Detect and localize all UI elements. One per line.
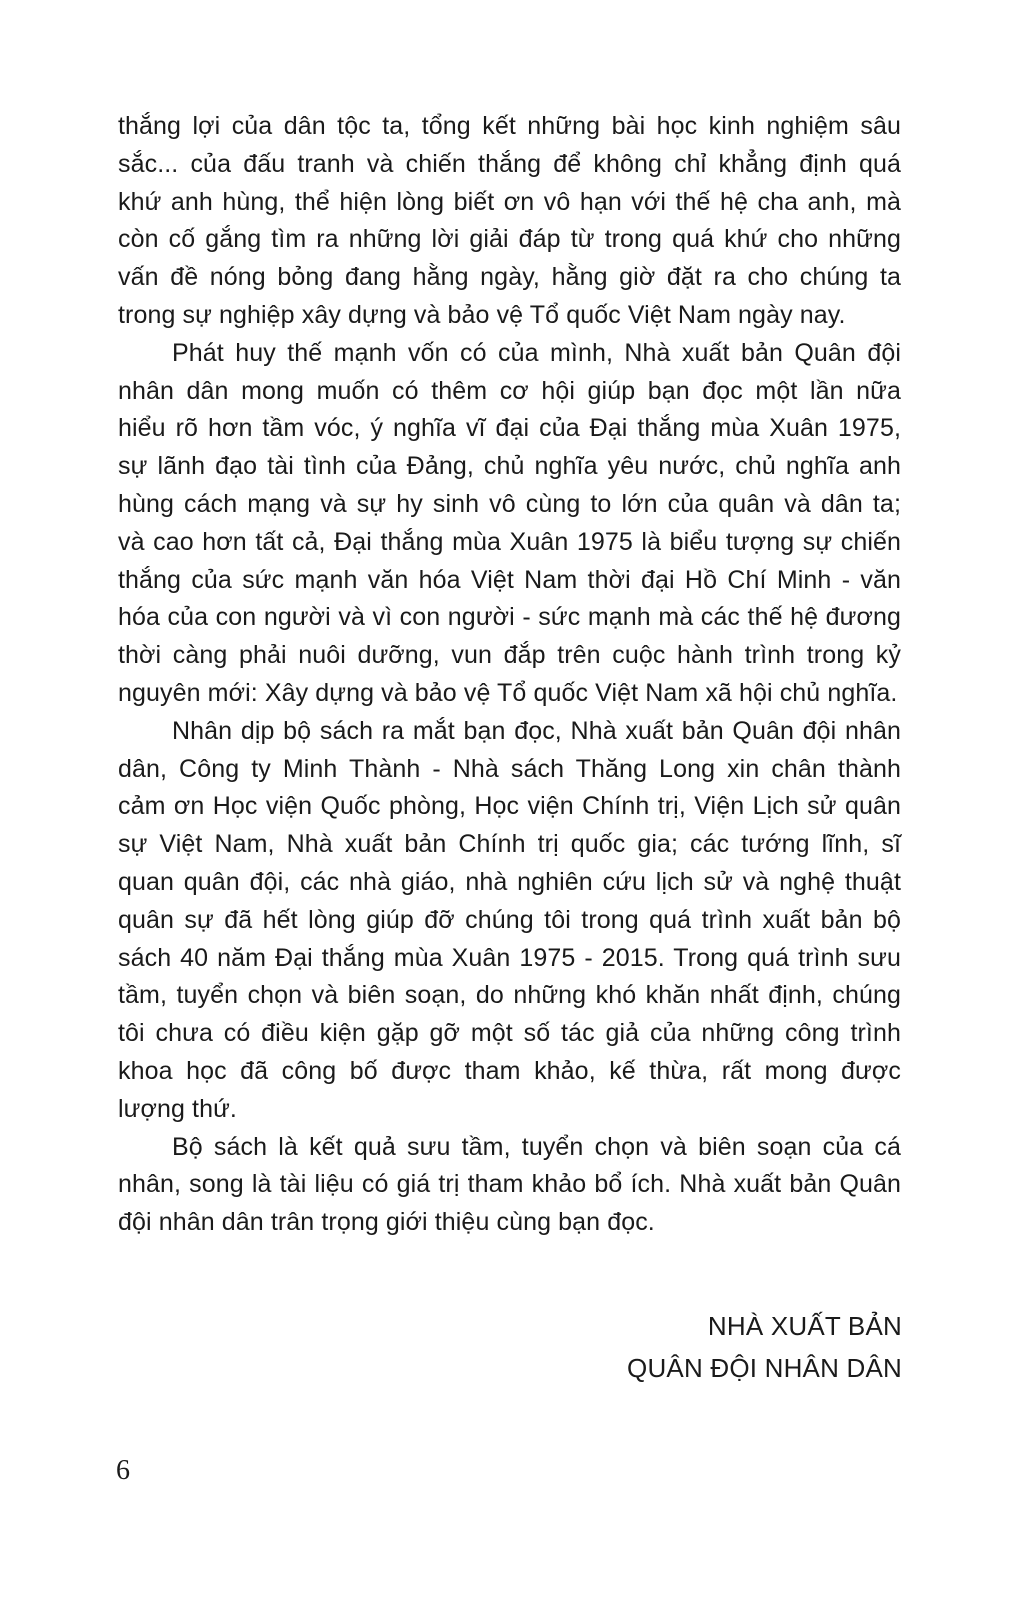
paragraph-1-line: trong sự nghiệp xây dựng và bảo vệ Tổ quốc Việt Nam ngày nay.	[118, 300, 846, 329]
paragraph-2	[118, 335, 901, 713]
signature-line-2: QUÂN ĐỘI NHÂN DÂN	[627, 1353, 902, 1383]
signature-line-1: NHÀ XUẤT BẢN	[707, 1311, 902, 1341]
paragraph-2-line: nhân dân mong muốn có thêm cơ hội giúp bạn đọc một lần nữa	[118, 376, 901, 405]
paragraph-3-line: cảm ơn Học viện Quốc phòng, Học viện Chính trị, Viện Lịch sử quân	[118, 792, 901, 821]
paragraph-1-line: thắng lợi của dân tộc ta, tổng kết những bài học kinh nghiệm sâu	[118, 112, 901, 140]
paragraph-2-line: và cao hơn tất cả, Đại thắng mùa Xuân 1975 là biểu tượng sự chiến	[118, 527, 901, 556]
paragraph-3-line: Nhân dịp bộ sách ra mắt bạn đọc, Nhà xuất bản Quân đội nhân	[172, 716, 901, 745]
body-text	[118, 108, 901, 1242]
paragraph-3-line: lượng thứ.	[118, 1094, 237, 1123]
paragraph-4-line: nhân, song là tài liệu có giá trị tham khảo bổ ích. Nhà xuất bản Quân	[118, 1170, 901, 1199]
paragraph-2-line: thắng của sức mạnh văn hóa Việt Nam thời đại Hồ Chí Minh - văn	[118, 565, 901, 594]
paragraph-3-line: khoa học đã công bố được tham khảo, kế thừa, rất mong được	[118, 1056, 901, 1085]
paragraph-3-line: sách 40 năm Đại thắng mùa Xuân 1975 - 2015. Trong quá trình sưu	[118, 943, 901, 972]
paragraph-3-line: tôi chưa có điều kiện gặp gỡ một số tác giả của những công trình	[118, 1019, 901, 1048]
paragraph-1	[118, 108, 901, 335]
paragraph-3-line: sự Việt Nam, Nhà xuất bản Chính trị quốc gia; các tướng lĩnh, sĩ	[118, 830, 901, 859]
paragraph-1-line: sắc... của đấu tranh và chiến thắng để không chỉ khẳng định quá	[118, 149, 901, 178]
paragraph-2-line: hóa của con người và vì con người - sức mạnh mà các thế hệ đương	[118, 603, 901, 632]
paragraph-1-line: còn cố gắng tìm ra những lời giải đáp từ trong quá khứ cho những	[118, 225, 901, 254]
page-number: 6	[116, 1455, 130, 1486]
paragraph-2-line: Phát huy thế mạnh vốn có của mình, Nhà xuất bản Quân đội	[172, 338, 901, 367]
paragraph-4-line: Bộ sách là kết quả sưu tầm, tuyển chọn và biên soạn của cá	[172, 1132, 901, 1161]
paragraph-3	[118, 713, 901, 1129]
paragraph-2-line: nguyên mới: Xây dựng và bảo vệ Tổ quốc Việt Nam xã hội chủ nghĩa.	[118, 678, 898, 707]
paragraph-4-line: đội nhân dân trân trọng giới thiệu cùng bạn đọc.	[118, 1208, 655, 1237]
paragraph-3-line: quan quân đội, các nhà giáo, nhà nghiên cứu lịch sử và nghệ thuật	[118, 867, 901, 896]
paragraph-4	[118, 1129, 901, 1242]
paragraph-3-line: quân sự đã hết lòng giúp đỡ chúng tôi trong quá trình xuất bản bộ	[118, 905, 901, 934]
paragraph-3-line: dân, Công ty Minh Thành - Nhà sách Thăng Long xin chân thành	[118, 754, 901, 783]
paragraph-2-line: hùng cách mạng và sự hy sinh vô cùng to lớn của quân và dân ta;	[118, 489, 901, 518]
paragraph-1-line: khứ anh hùng, thể hiện lòng biết ơn vô hạn với thế hệ cha anh, mà	[118, 187, 901, 216]
paragraph-3-line: tầm, tuyển chọn và biên soạn, do những khó khăn nhất định, chúng	[118, 981, 901, 1010]
publisher-signature	[627, 1305, 902, 1389]
paragraph-2-line: hiểu rõ hơn tầm vóc, ý nghĩa vĩ đại của Đại thắng mùa Xuân 1975,	[118, 414, 901, 443]
paragraph-2-line: sự lãnh đạo tài tình của Đảng, chủ nghĩa yêu nước, chủ nghĩa anh	[118, 452, 901, 481]
paragraph-2-line: thời càng phải nuôi dưỡng, vun đắp trên cuộc hành trình trong kỷ	[118, 641, 901, 670]
paragraph-1-line: vấn đề nóng bỏng đang hằng ngày, hằng giờ đặt ra cho chúng ta	[118, 263, 901, 292]
